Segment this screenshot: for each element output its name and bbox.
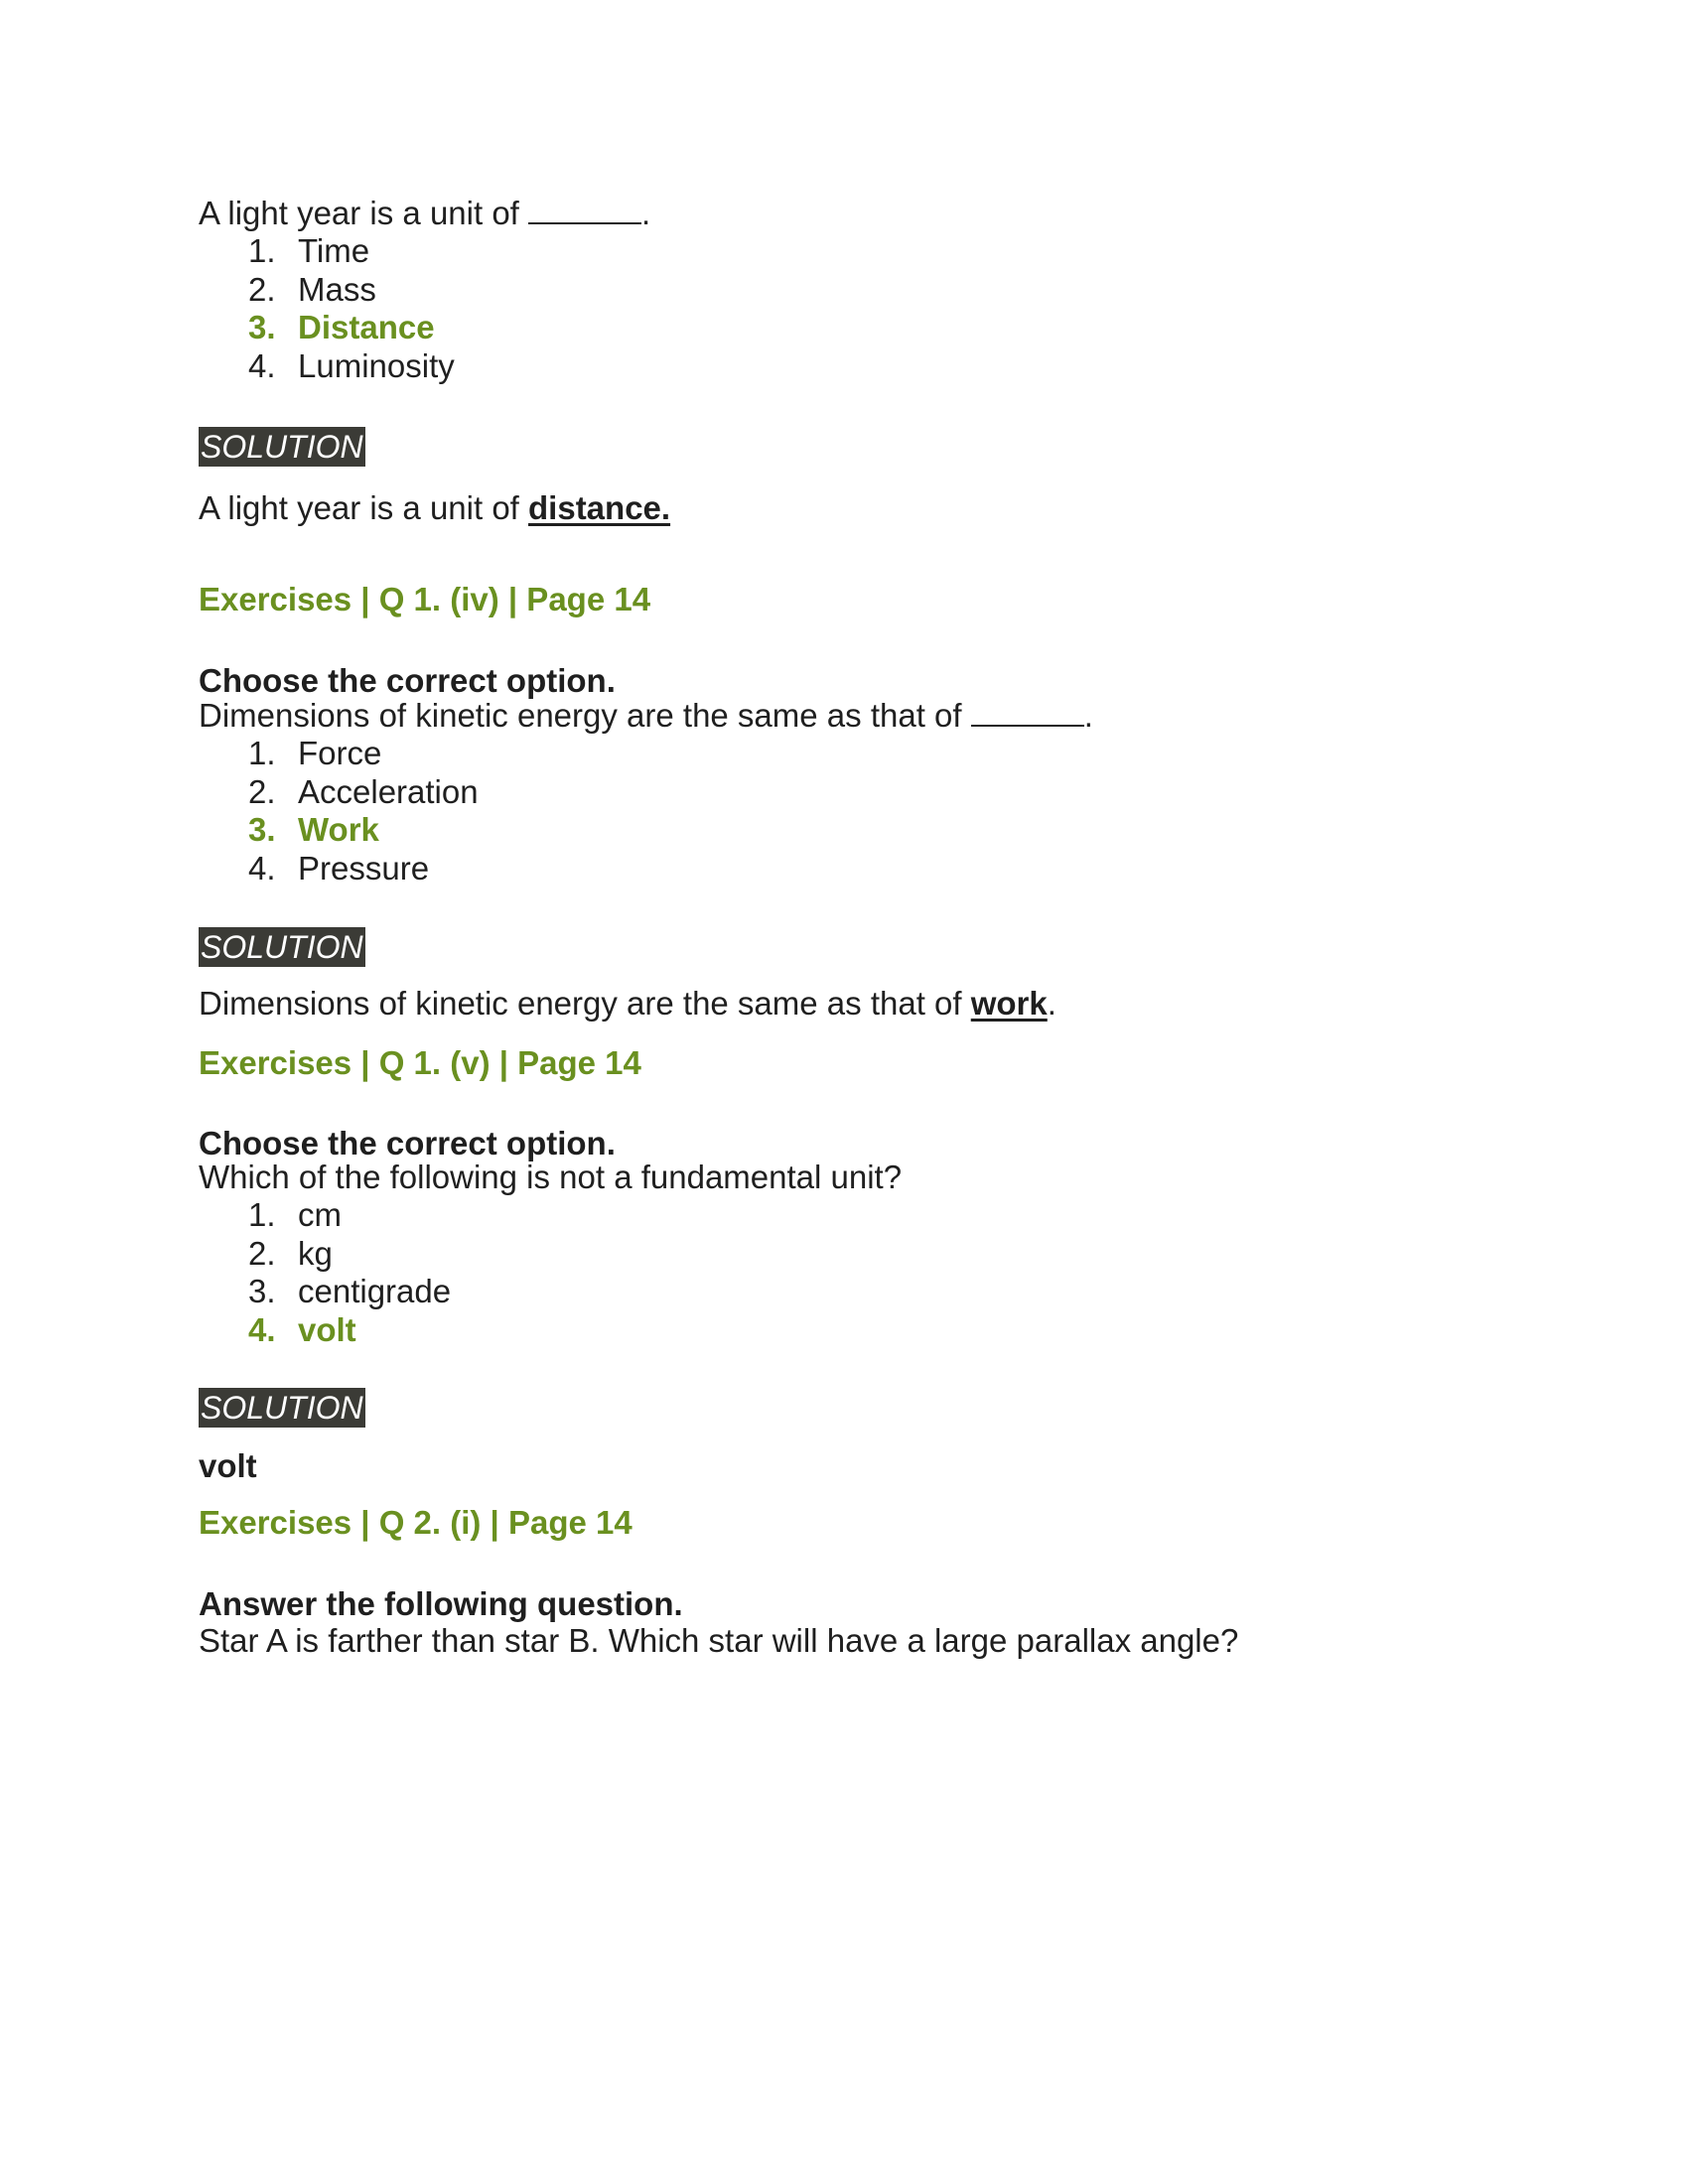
solution-lead: A light year is a unit of	[199, 489, 529, 526]
option-text: Mass	[298, 270, 376, 308]
solution-text	[199, 489, 670, 527]
correct-option-item	[248, 309, 455, 347]
solution-tag: SOLUTION	[201, 429, 363, 465]
solution-text: volt	[199, 1447, 257, 1484]
solution-text	[199, 985, 1056, 1023]
option-item	[248, 735, 479, 773]
exercise-heading: Exercises | Q 2. (i) | Page 14	[199, 1504, 633, 1541]
option-text: Pressure	[298, 849, 430, 887]
stem-suffix: .	[1083, 697, 1093, 734]
option-number: 4.	[248, 346, 276, 384]
solution-tag-wrap	[199, 927, 365, 967]
option-number: 2.	[248, 772, 276, 810]
option-number: 1.	[248, 232, 276, 269]
stem-text: A light year is a unit of	[199, 195, 529, 231]
option-text: kg	[298, 1234, 333, 1272]
options-list	[199, 735, 479, 887]
correct-option-item	[248, 1311, 451, 1350]
question-instruction: Choose the correct option.	[199, 1125, 616, 1161]
option-text: Work	[298, 811, 379, 848]
option-item	[248, 271, 455, 310]
option-text: Luminosity	[298, 346, 455, 384]
solution-tag: SOLUTION	[201, 929, 363, 965]
solution-answer: work	[970, 985, 1048, 1022]
option-text: volt	[298, 1310, 356, 1348]
exercise-heading: Exercises | Q 1. (iv) | Page 14	[199, 581, 651, 617]
stem-text: Dimensions of kinetic energy are the same as that of	[199, 697, 971, 734]
option-item	[248, 347, 455, 386]
option-text: Force	[298, 735, 382, 771]
option-number: 4.	[248, 1310, 276, 1348]
option-number: 3.	[248, 1273, 276, 1309]
option-text: Distance	[298, 309, 435, 345]
solution-lead: Dimensions of kinetic energy are the same as that of	[199, 985, 971, 1022]
option-text: Acceleration	[298, 772, 479, 810]
solution-tag: SOLUTION	[201, 1390, 363, 1426]
options-list	[199, 1196, 451, 1349]
question-stem: Which of the following is not a fundamental unit?	[199, 1159, 903, 1195]
option-number: 1.	[248, 1196, 276, 1233]
solution-answer: distance.	[528, 489, 671, 526]
option-text: cm	[298, 1196, 342, 1233]
question-stem	[199, 697, 1093, 735]
option-item	[248, 1235, 451, 1274]
option-number: 4.	[248, 849, 276, 887]
question-instruction: Answer the following question.	[199, 1585, 683, 1622]
answer-blank	[528, 197, 641, 224]
option-item	[248, 1273, 451, 1311]
solution-suffix: .	[1047, 985, 1056, 1022]
solution-tag-wrap	[199, 427, 365, 467]
solution-tag-wrap	[199, 1388, 365, 1428]
option-number: 3.	[248, 811, 276, 848]
option-item	[248, 850, 479, 888]
option-item	[248, 773, 479, 812]
option-number: 2.	[248, 1234, 276, 1272]
option-number: 3.	[248, 309, 276, 345]
correct-option-item	[248, 811, 479, 850]
question-stem	[199, 195, 650, 232]
option-item	[248, 232, 455, 271]
exercise-heading: Exercises | Q 1. (v) | Page 14	[199, 1044, 641, 1081]
option-number: 2.	[248, 270, 276, 308]
option-text: Time	[298, 232, 370, 269]
option-item	[248, 1196, 451, 1235]
option-number: 1.	[248, 735, 276, 771]
stem-suffix: .	[641, 195, 651, 231]
options-list	[199, 232, 455, 385]
option-text: centigrade	[298, 1273, 452, 1309]
answer-blank	[971, 699, 1084, 727]
question-instruction: Choose the correct option.	[199, 662, 616, 699]
question-stem: Star A is farther than star B. Which star will have a large parallax angle?	[199, 1622, 1239, 1659]
